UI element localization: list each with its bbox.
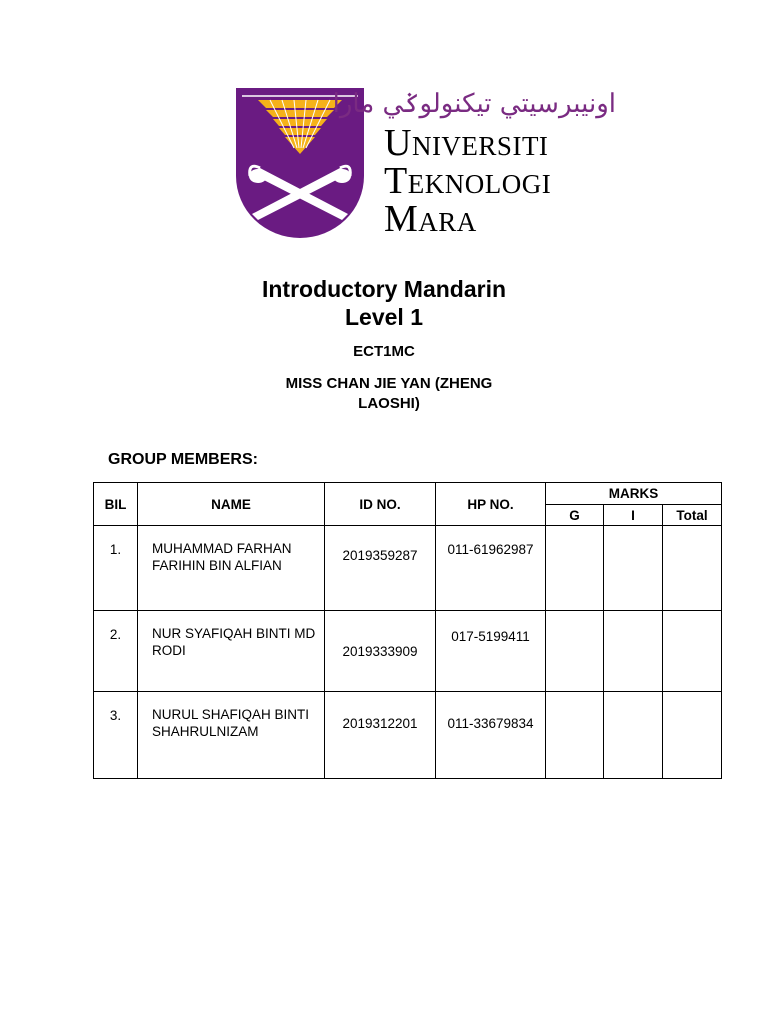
header-g: G — [546, 505, 604, 526]
lecturer-name: MISS CHAN JIE YAN (ZHENG LAOSHI) — [285, 375, 493, 412]
row-name: MUHAMMAD FARHAN FARIHIN BIN ALFIAN — [138, 526, 325, 611]
row-id: 2019333909 — [325, 611, 436, 692]
row-bil: 3. — [94, 692, 138, 779]
jawi-wordmark: اونيبرسيتي تيكنولوݢي مارا — [332, 89, 616, 119]
group-members-heading: GROUP MEMBERS: — [108, 451, 258, 468]
university-name-line-3: Mara — [384, 198, 477, 240]
row-mark-total — [663, 526, 722, 611]
header-i: I — [604, 505, 663, 526]
university-logo — [236, 86, 616, 240]
row-mark-i — [604, 526, 663, 611]
header-name: NAME — [138, 483, 325, 526]
header-hp: HP NO. — [436, 483, 546, 526]
row-mark-i — [604, 611, 663, 692]
row-mark-g — [546, 692, 604, 779]
row-id: 2019359287 — [325, 526, 436, 611]
header-id: ID NO. — [325, 483, 436, 526]
header-marks: MARKS — [546, 483, 722, 505]
row-mark-g — [546, 611, 604, 692]
course-code: ECT1MC — [353, 343, 415, 360]
course-title: Introductory Mandarin — [261, 276, 507, 302]
row-bil: 1. — [94, 526, 138, 611]
row-mark-total — [663, 692, 722, 779]
header-total: Total — [663, 505, 722, 526]
row-mark-total — [663, 611, 722, 692]
members-table — [93, 482, 722, 779]
row-id: 2019312201 — [325, 692, 436, 779]
row-hp: 011-61962987 — [436, 526, 546, 611]
row-mark-i — [604, 692, 663, 779]
row-mark-g — [546, 526, 604, 611]
row-name: NUR SYAFIQAH BINTI MD RODI — [138, 611, 325, 692]
table-row — [94, 526, 722, 611]
university-name-line-2: Teknologi — [384, 160, 552, 202]
header-bil: BIL — [94, 483, 138, 526]
university-name-line-1: Universiti — [384, 122, 549, 164]
row-hp: 017-5199411 — [436, 611, 546, 692]
row-bil: 2. — [94, 611, 138, 692]
table-header-row — [94, 483, 722, 505]
row-name: NURUL SHAFIQAH BINTI SHAHRULNIZAM — [138, 692, 325, 779]
row-hp: 011-33679834 — [436, 692, 546, 779]
table-row — [94, 692, 722, 779]
course-level: Level 1 — [345, 304, 423, 330]
table-row — [94, 611, 722, 692]
